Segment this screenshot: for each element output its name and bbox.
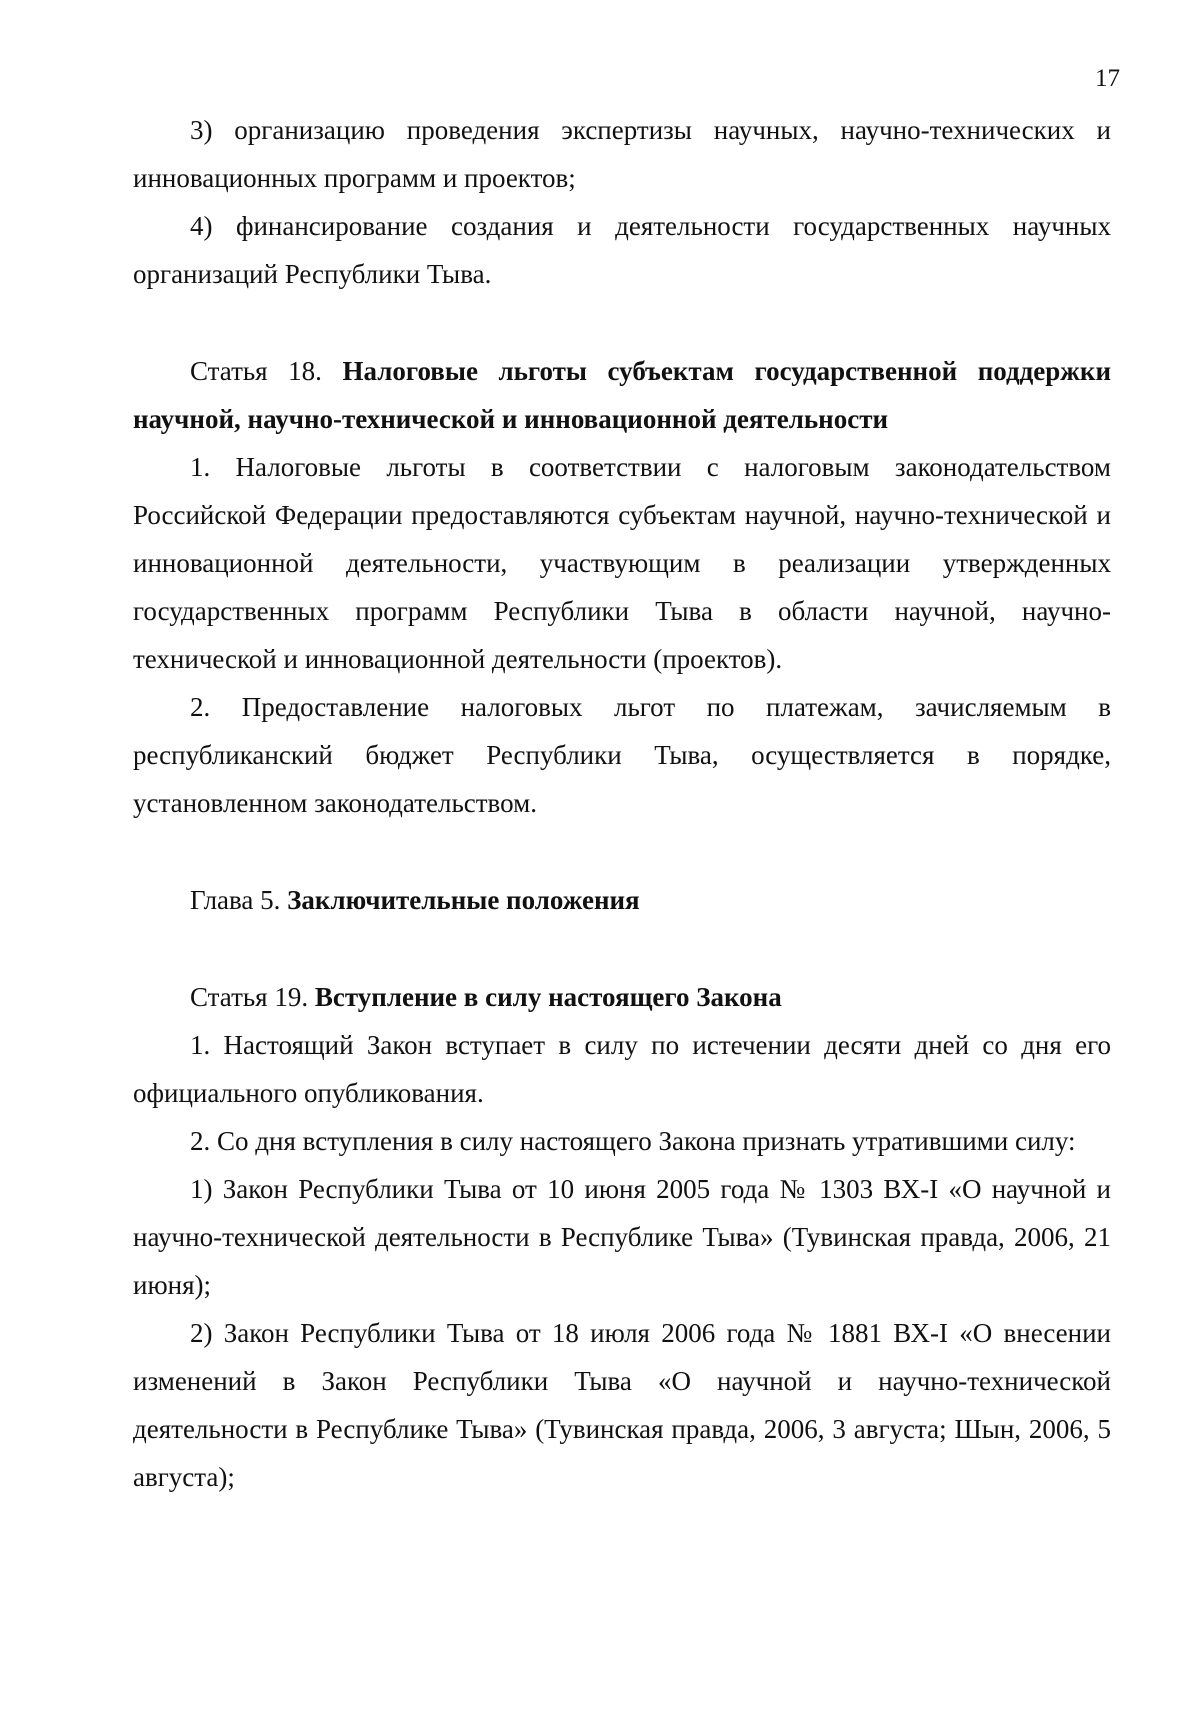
article-19-title: Вступление в силу настоящего Закона [314,982,782,1012]
article-18-heading [133,347,1111,443]
article-19-prefix: Статья 19. [190,982,309,1012]
chapter-5-prefix: Глава 5. [190,885,281,915]
list-item-4: 4) финансирование создания и деятельности государственных научных организаций Республики Тыва. [133,211,1111,289]
article-19-paragraph-2: 2. Со дня вступления в силу настоящего Закона признать утратившими силу: [190,1126,1076,1156]
spacer [133,827,1111,876]
chapter-5-title: Заключительные положения [287,885,640,915]
spacer [133,924,1111,973]
list-item-3: 3) организацию проведения экспертизы научных, научно-технических и инновационных программ и проектов; [133,115,1111,193]
article-19-list-item-1: 1) Закон Республики Тыва от 10 июня 2005 года № 1303 ВХ-I «О научной и научно-технической деятельности в Республике Тыва» (Тувинская правда, 2006, 21 июня); [133,1174,1111,1300]
article-19-paragraph-1: 1. Настоящий Закон вступает в силу по истечении десяти дней со дня его официального опубликования. [133,1030,1111,1108]
spacer [133,298,1111,347]
article-18-paragraph-2: 2. Предоставление налоговых льгот по платежам, зачисляемым в республиканский бюджет Республики Тыва, осуществляется в порядке, установленном законодательством. [133,692,1111,818]
article-18-title: Налоговые льготы субъектам государственной поддержки научной, научно-технической и инновационной деятельности [133,356,1111,434]
chapter-5-heading [133,876,1111,924]
page-number: 17 [1095,65,1120,92]
article-19-list-item-2: 2) Закон Республики Тыва от 18 июля 2006 года № 1881 ВХ-I «О внесении изменений в Закон Республики Тыва «О научной и научно-технической деятельности в Республике Тыва» (Тувинская правда, 2006, 3 августа; Шын, 2006, 5 августа); [133,1318,1111,1492]
article-19-heading [133,973,1111,1021]
document-body [133,106,1111,1501]
article-18-prefix: Статья 18. [190,356,322,386]
article-18-paragraph-1: 1. Налоговые льготы в соответствии с налоговым законодательством Российской Федерации предоставляются субъектам научной, научно-технической и инновационной деятельности, участвующим в реализации утвержденных государственных программ Республики Тыва в области научной, научно-технической и инновационной деятельности (проектов). [133,452,1111,674]
